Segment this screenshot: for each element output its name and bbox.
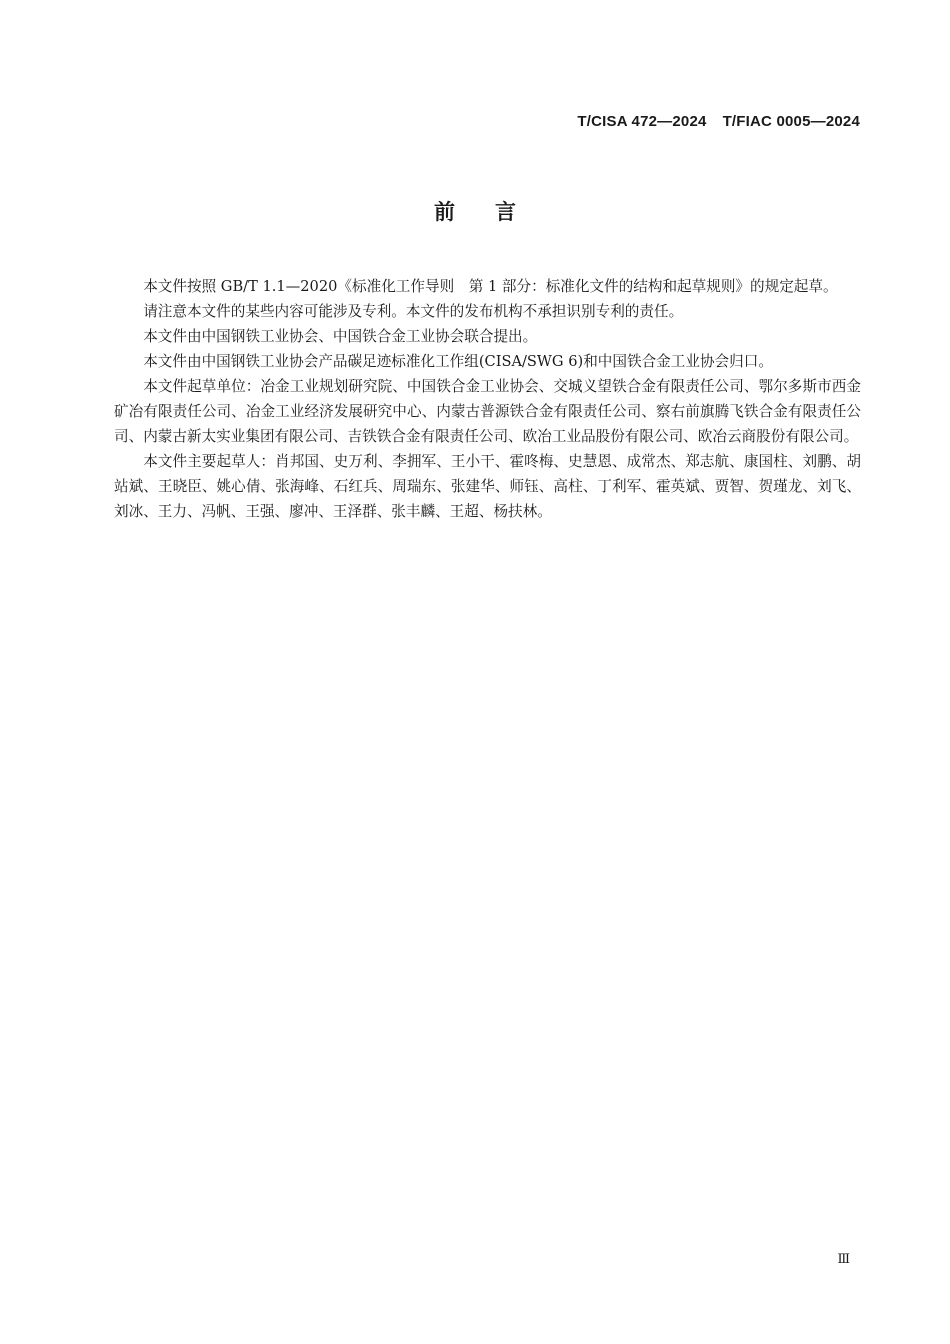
foreword-body	[114, 274, 861, 524]
paragraph-patent-notice: 请注意本文件的某些内容可能涉及专利。本文件的发布机构不承担识别专利的责任。	[143, 303, 684, 320]
page-number: Ⅲ	[837, 1252, 850, 1267]
paragraph-drafting-units: 本文件起草单位：冶金工业规划研究院、中国铁合金工业协会、交城义望铁合金有限责任公司、鄂尔多斯市西金矿冶有限责任公司、冶金工业经济发展研究中心、内蒙古普源铁合金有限责任公司、察右前旗腾飞铁合金有限责任公司、内蒙古新太实业集团有限公司、吉铁铁合金有限责任公司、欧冶工业品股份有限公司、欧冶云商股份有限公司。	[114, 378, 861, 445]
paragraph-drafters: 本文件主要起草人：肖邦国、史万利、李拥军、王小干、霍咚梅、史慧恩、成常杰、郑志航、康国柱、刘鹏、胡站斌、王晓臣、姚心倩、张海峰、石红兵、周瑞东、张建华、师钰、高柱、丁利军、霍英斌、贾智、贺瑾龙、刘飞、刘冰、王力、冯帆、王强、廖冲、王泽群、张丰麟、王超、杨扶林。	[114, 453, 861, 520]
document-code-cisa: T/CISA 472—2024	[577, 113, 707, 130]
paragraph-technical-committee: 本文件由中国钢铁工业协会产品碳足迹标准化工作组(CISA/SWG 6)和中国铁合金工业协会归口。	[143, 353, 773, 370]
paragraph-proposer: 本文件由中国钢铁工业协会、中国铁合金工业协会联合提出。	[143, 328, 538, 345]
document-code-header	[577, 113, 860, 130]
page-title: 前言	[434, 200, 556, 224]
paragraph-drafting-rules: 本文件按照 GB/T 1.1—2020《标准化工作导则 第 1 部分：标准化文件的结构和起草规则》的规定起草。	[143, 278, 838, 295]
document-code-fiac: T/FIAC 0005—2024	[722, 113, 860, 130]
